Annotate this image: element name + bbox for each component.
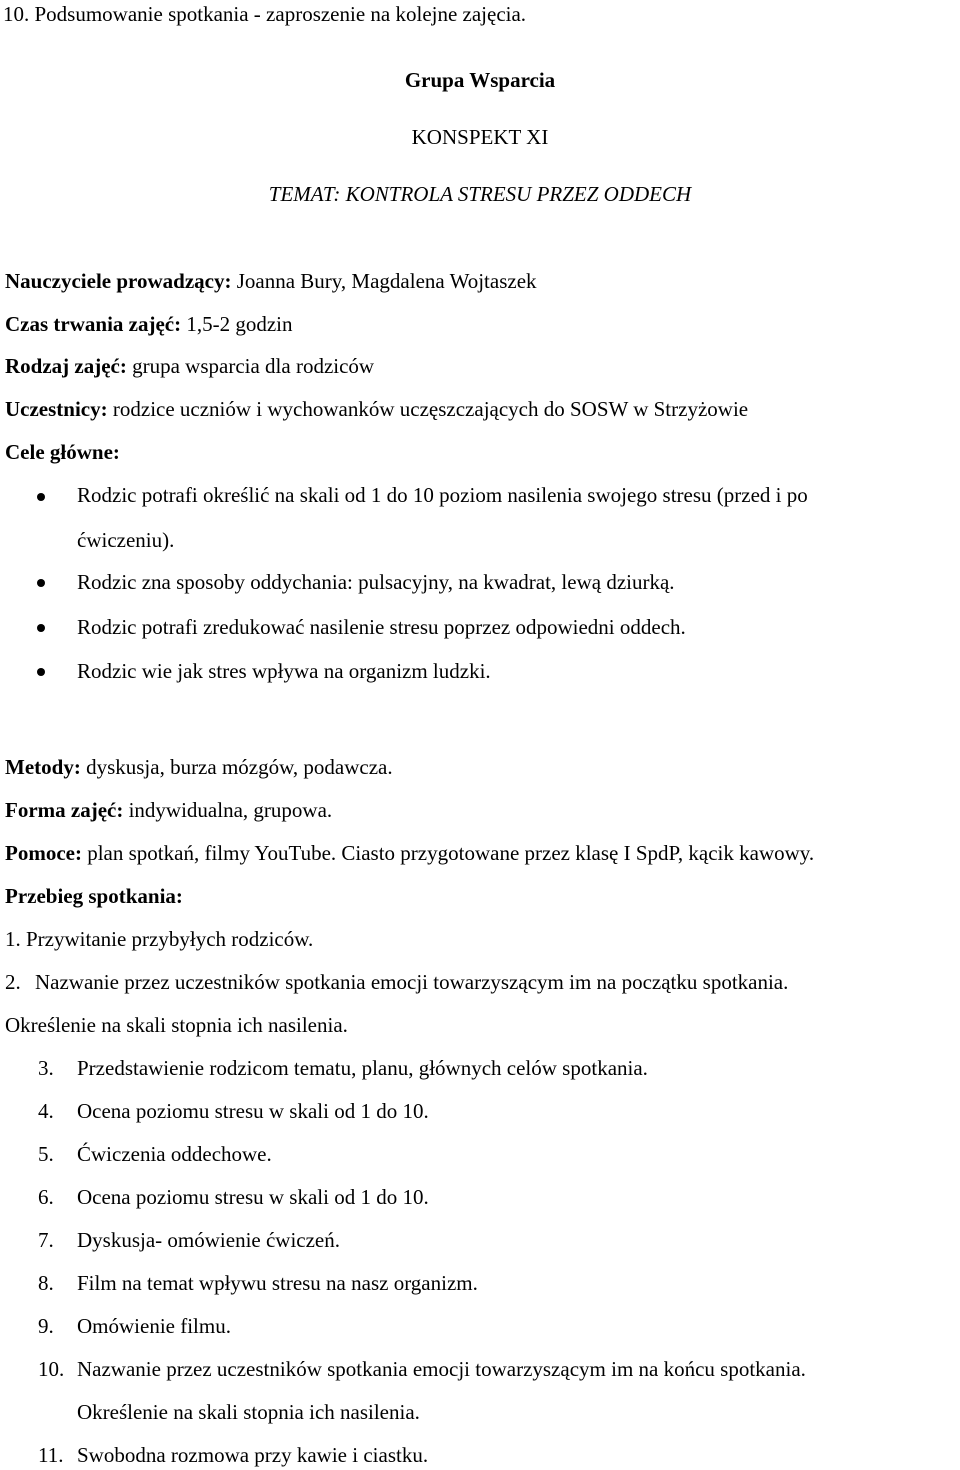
course-item: Ocena poziomu stresu w skali od 1 do 10.: [77, 1099, 429, 1123]
course-item: Film na temat wpływu stresu na nasz organizm.: [77, 1271, 478, 1295]
course-item: Nazwanie przez uczestników spotkania emocji towarzyszącym im na początku spotkania.: [35, 970, 789, 994]
duration-label: Czas trwania zajęć:: [5, 312, 182, 336]
course-item: Omówienie filmu.: [77, 1314, 231, 1338]
participants-label: Uczestnicy:: [5, 397, 108, 421]
course-item-number: 8.: [38, 1271, 54, 1295]
type-line: [5, 356, 374, 377]
aids-value: plan spotkań, filmy YouTube. Ciasto przygotowane przez klasę I SpdP, kącik kawowy.: [81, 841, 815, 865]
course-item: Swobodna rozmowa przy kawie i ciastku.: [77, 1443, 429, 1467]
aids-label: Pomoce:: [5, 841, 82, 865]
course-item-number: 11.: [38, 1443, 64, 1467]
goal-item: Rodzic potrafi zredukować nasilenie stresu poprzez odpowiedni oddech.: [77, 615, 686, 639]
participants-line: [5, 399, 748, 420]
topic-title: TEMAT: KONTROLA STRESU PRZEZ ODDECH: [268, 182, 692, 206]
bullet-icon: [37, 579, 45, 587]
duration-line: [5, 314, 293, 335]
aids-line: [5, 843, 814, 864]
course-item-number: 3.: [38, 1056, 54, 1080]
goal-item: Rodzic zna sposoby oddychania: pulsacyjny, na kwadrat, lewą dziurką.: [77, 570, 675, 594]
course-label: Przebieg spotkania:: [5, 884, 183, 908]
participants-value: rodzice uczniów i wychowanków uczęszczających do SOSW w Strzyżowie: [107, 397, 749, 421]
type-value: grupa wsparcia dla rodziców: [126, 354, 375, 378]
methods-value: dyskusja, burza mózgów, podawcza.: [80, 755, 393, 779]
teachers-value: Joanna Bury, Magdalena Wojtaszek: [231, 269, 537, 293]
course-item-number: 5.: [38, 1142, 54, 1166]
course-item-number: 9.: [38, 1314, 54, 1338]
goal-item: Rodzic wie jak stres wpływa na organizm ludzki.: [77, 659, 491, 683]
teachers-line: [5, 271, 537, 292]
bullet-icon: [37, 668, 45, 676]
course-item-number: 7.: [38, 1228, 54, 1252]
course-item-number: 4.: [38, 1099, 54, 1123]
goal-item: Rodzic potrafi określić na skali od 1 do 10 poziom nasilenia swojego stresu (przed i po: [77, 483, 808, 507]
course-item: Dyskusja- omówienie ćwiczeń.: [77, 1228, 341, 1252]
previous-item-line: 10. Podsumowanie spotkania - zaproszenie na kolejne zajęcia.: [3, 2, 527, 26]
course-item-number: 10.: [38, 1357, 65, 1381]
course-item-continuation: Określenie na skali stopnia ich nasilenia.: [5, 1013, 348, 1037]
form-line: [5, 800, 332, 821]
group-title: Grupa Wsparcia: [404, 68, 556, 92]
type-label: Rodzaj zajęć:: [5, 354, 127, 378]
bullet-icon: [37, 493, 45, 501]
konspekt-title: KONSPEKT XI: [411, 125, 549, 149]
duration-value: 1,5-2 godzin: [181, 312, 293, 336]
bullet-icon: [37, 624, 45, 632]
form-label: Forma zajęć:: [5, 798, 124, 822]
course-item-continuation: Określenie na skali stopnia ich nasilenia.: [77, 1400, 420, 1424]
course-item: Ocena poziomu stresu w skali od 1 do 10.: [77, 1185, 429, 1209]
methods-line: [5, 757, 393, 778]
teachers-label: Nauczyciele prowadzący:: [5, 269, 232, 293]
course-item: Nazwanie przez uczestników spotkania emocji towarzyszącym im na końcu spotkania.: [77, 1357, 806, 1381]
methods-label: Metody:: [5, 755, 81, 779]
course-item: Ćwiczenia oddechowe.: [77, 1142, 272, 1166]
goal-item-continuation: ćwiczeniu).: [77, 528, 175, 552]
form-value: indywidualna, grupowa.: [123, 798, 333, 822]
course-item-number: 6.: [38, 1185, 54, 1209]
course-item: 1. Przywitanie przybyłych rodziców.: [5, 927, 314, 951]
course-item: Przedstawienie rodzicom tematu, planu, głównych celów spotkania.: [77, 1056, 648, 1080]
goals-label: Cele główne:: [5, 440, 120, 464]
course-item-number: 2.: [5, 970, 21, 994]
